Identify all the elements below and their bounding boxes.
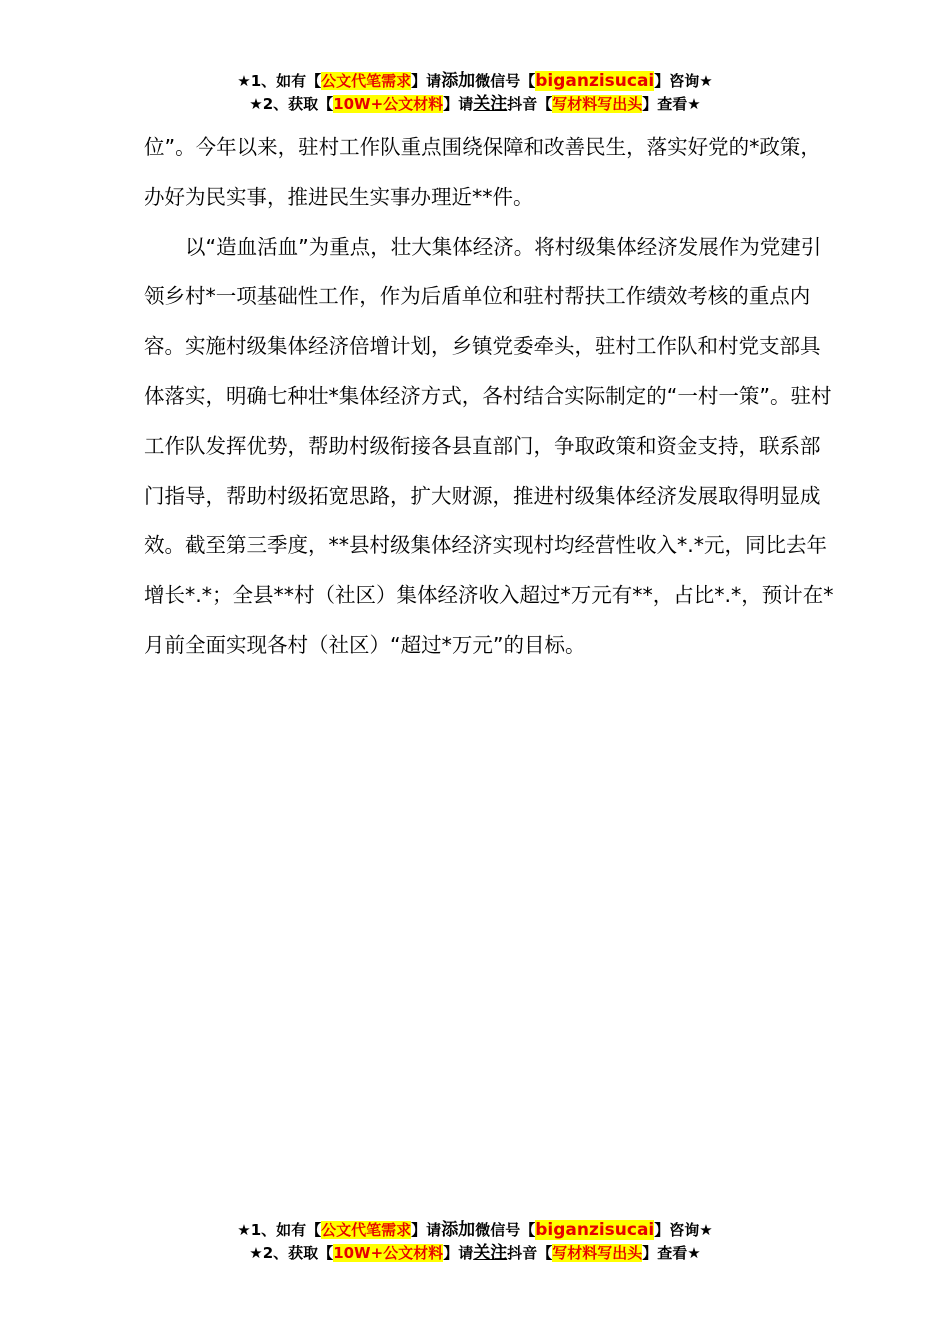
banner-text: 】咨询★ bbox=[654, 1221, 713, 1239]
banner-text: 】请 bbox=[411, 72, 442, 90]
banner-text: 微信号【 bbox=[475, 1221, 536, 1239]
banner-text: 】请 bbox=[443, 1244, 474, 1262]
banner-emphasis: 添加 bbox=[441, 71, 476, 91]
highlight-douyin-account: 写材料写出头 bbox=[552, 95, 643, 113]
highlight-douyin-account: 写材料写出头 bbox=[552, 1244, 643, 1262]
banner-text: 】咨询★ bbox=[654, 72, 713, 90]
banner-emphasis: 关注 bbox=[473, 94, 508, 114]
highlight-service: 公文代笔需求 bbox=[321, 72, 412, 90]
banner-text: ★1、如有【 bbox=[237, 1221, 322, 1239]
paragraph-continued: 位”。今年以来，驻村工作队重点围绕保障和改善民生，落实好党的*政策，办好为民实事，推进民生实事办理近**件。 bbox=[144, 135, 821, 209]
highlight-materials: 10W+公文材料 bbox=[333, 95, 444, 113]
footer-banner bbox=[0, 1219, 950, 1265]
banner-emphasis: 添加 bbox=[441, 1220, 476, 1240]
highlight-service: 公文代笔需求 bbox=[321, 1221, 412, 1239]
banner-text: ★2、获取【 bbox=[249, 1244, 334, 1262]
highlight-wechat-id: biganzisucai bbox=[535, 71, 655, 91]
banner-text: 】请 bbox=[411, 1221, 442, 1239]
banner-text: ★1、如有【 bbox=[237, 72, 322, 90]
document-body bbox=[144, 123, 834, 671]
banner-emphasis: 关注 bbox=[473, 1243, 508, 1263]
highlight-materials: 10W+公文材料 bbox=[333, 1244, 444, 1262]
highlight-wechat-id: biganzisucai bbox=[535, 1220, 655, 1240]
banner-line-1 bbox=[0, 1219, 950, 1242]
paragraph-collective-economy: 以“造血活血”为重点，壮大集体经济。将村级集体经济发展作为党建引领乡村*一项基础性工作，作为后盾单位和驻村帮扶工作绩效考核的重点内容。实施村级集体经济倍增计划，乡镇党委牵头，驻村工作队和村党支部具体落实，明确七种壮*集体经济方式，各村结合实际制定的“一村一策”。驻村工作队发挥优势，帮助村级衔接各县直部门，争取政策和资金支持，联系部门指导，帮助村级拓宽思路，扩大财源，推进村级集体经济发展取得明显成效。截至第三季度，**县村级集体经济实现村均经营性收入*.*元，同比去年增长*.*；全县**村（社区）集体经济收入超过*万元有**，占比*.*，预计在*月前全面实现各村（社区）“超过*万元”的目标。 bbox=[144, 234, 834, 657]
banner-line-2 bbox=[0, 93, 950, 116]
banner-text: 微信号【 bbox=[475, 72, 536, 90]
header-banner bbox=[0, 70, 950, 116]
banner-text: 抖音【 bbox=[507, 1244, 553, 1262]
banner-text: 】查看★ bbox=[642, 95, 701, 113]
banner-text: 】请 bbox=[443, 95, 474, 113]
banner-text: ★2、获取【 bbox=[249, 95, 334, 113]
banner-text: 】查看★ bbox=[642, 1244, 701, 1262]
banner-line-2 bbox=[0, 1242, 950, 1265]
banner-text: 抖音【 bbox=[507, 95, 553, 113]
banner-line-1 bbox=[0, 70, 950, 93]
